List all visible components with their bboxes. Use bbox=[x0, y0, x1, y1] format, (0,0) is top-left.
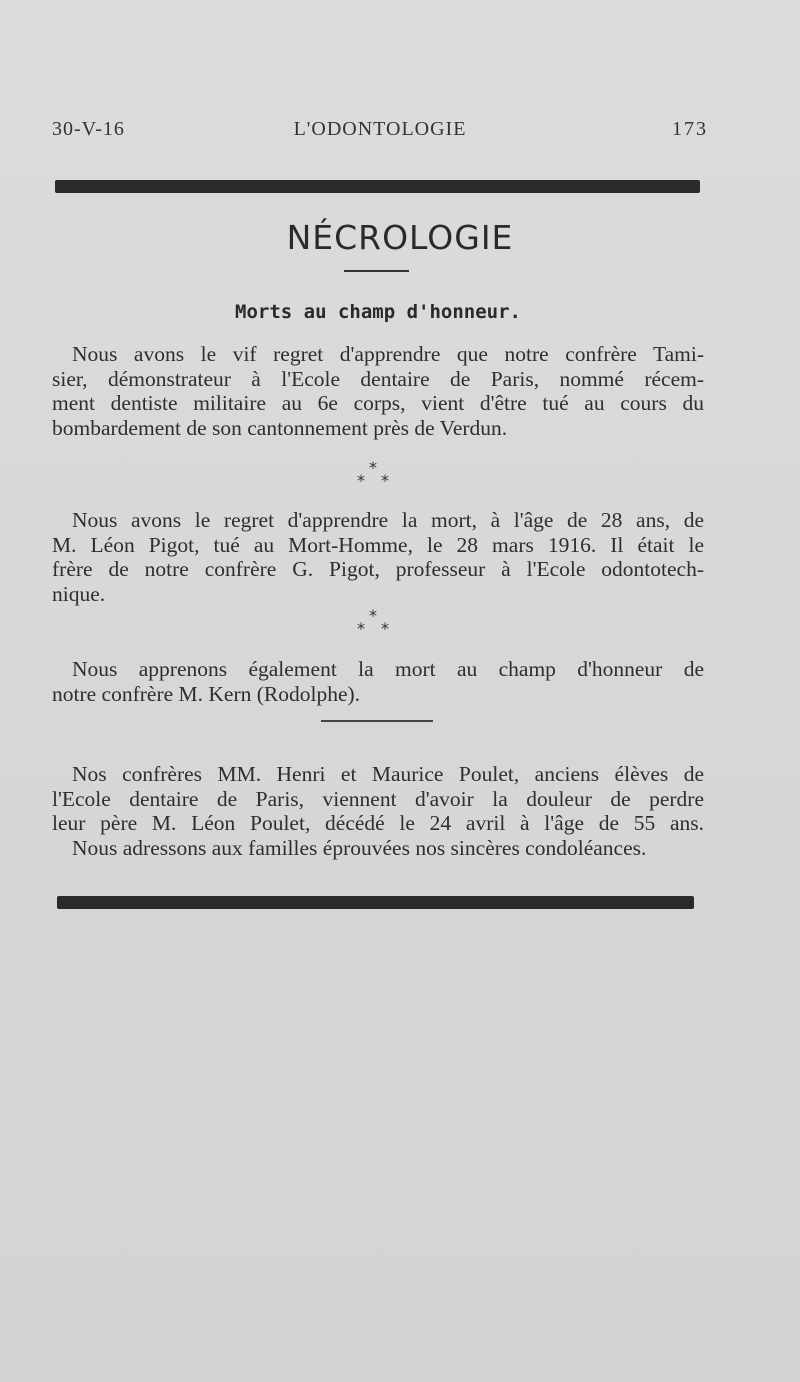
asterism-divider bbox=[355, 606, 395, 642]
section-divider-rule bbox=[321, 720, 433, 722]
paragraph-pigot bbox=[52, 508, 704, 606]
paragraph-line: Nous apprenons également la mort au champ d'honneur de bbox=[72, 657, 704, 681]
issue-date: 30-V-16 bbox=[52, 118, 125, 140]
paragraph-line: M. Léon Pigot, tué au Mort-Homme, le 28 mars 1916. Il était le bbox=[52, 532, 704, 557]
top-decorative-rule bbox=[55, 180, 700, 193]
asterism-star: * bbox=[381, 471, 389, 490]
paragraph-line: leur père M. Léon Poulet, décédé le 24 avril à l'âge de 55 ans. bbox=[52, 811, 704, 835]
paragraph-line: nique. bbox=[52, 581, 106, 606]
asterism-divider bbox=[355, 458, 395, 494]
page-number: 173 bbox=[672, 118, 708, 140]
paragraph-line: l'Ecole dentaire de Paris, viennent d'avoir la douleur de perdre bbox=[52, 786, 704, 811]
bottom-decorative-rule bbox=[57, 896, 694, 909]
asterism-star: * bbox=[357, 471, 365, 490]
paragraph-line: Nous avons le regret d'apprendre la mort, à l'âge de 28 ans, de bbox=[72, 508, 704, 532]
paragraph-line: notre confrère M. Kern (Rodolphe). bbox=[52, 681, 361, 706]
paragraph-tamisier bbox=[52, 342, 704, 440]
paragraph-poulet bbox=[52, 762, 704, 860]
section-subtitle: Morts au champ d'honneur. bbox=[235, 301, 521, 323]
journal-title: L'ODONTOLOGIE bbox=[293, 118, 467, 140]
asterism-star: * bbox=[369, 458, 377, 477]
paragraph-line: frère de notre confrère G. Pigot, professeur à l'Ecole odontotech- bbox=[52, 557, 704, 581]
asterism-star: * bbox=[357, 619, 365, 638]
section-title: NÉCROLOGIE bbox=[286, 218, 514, 257]
running-header bbox=[52, 118, 708, 148]
title-underline bbox=[344, 270, 409, 272]
paragraph-line: Nos confrères MM. Henri et Maurice Poulet, anciens élèves de bbox=[72, 762, 704, 786]
asterism-star: * bbox=[381, 619, 389, 638]
asterism-star: * bbox=[369, 606, 377, 625]
paragraph-line: bombardement de son cantonnement près de Verdun. bbox=[52, 415, 508, 440]
paragraph-line: ment dentiste militaire au 6e corps, vient d'être tué au cours du bbox=[52, 391, 704, 415]
paragraph-line: sier, démonstrateur à l'Ecole dentaire de Paris, nommé récem- bbox=[52, 366, 704, 391]
paragraph-line: Nous adressons aux familles éprouvées nos sincères condoléances. bbox=[72, 835, 647, 860]
paragraph-line: Nous avons le vif regret d'apprendre que notre confrère Tami- bbox=[72, 342, 704, 366]
paragraph-kern bbox=[52, 657, 704, 706]
